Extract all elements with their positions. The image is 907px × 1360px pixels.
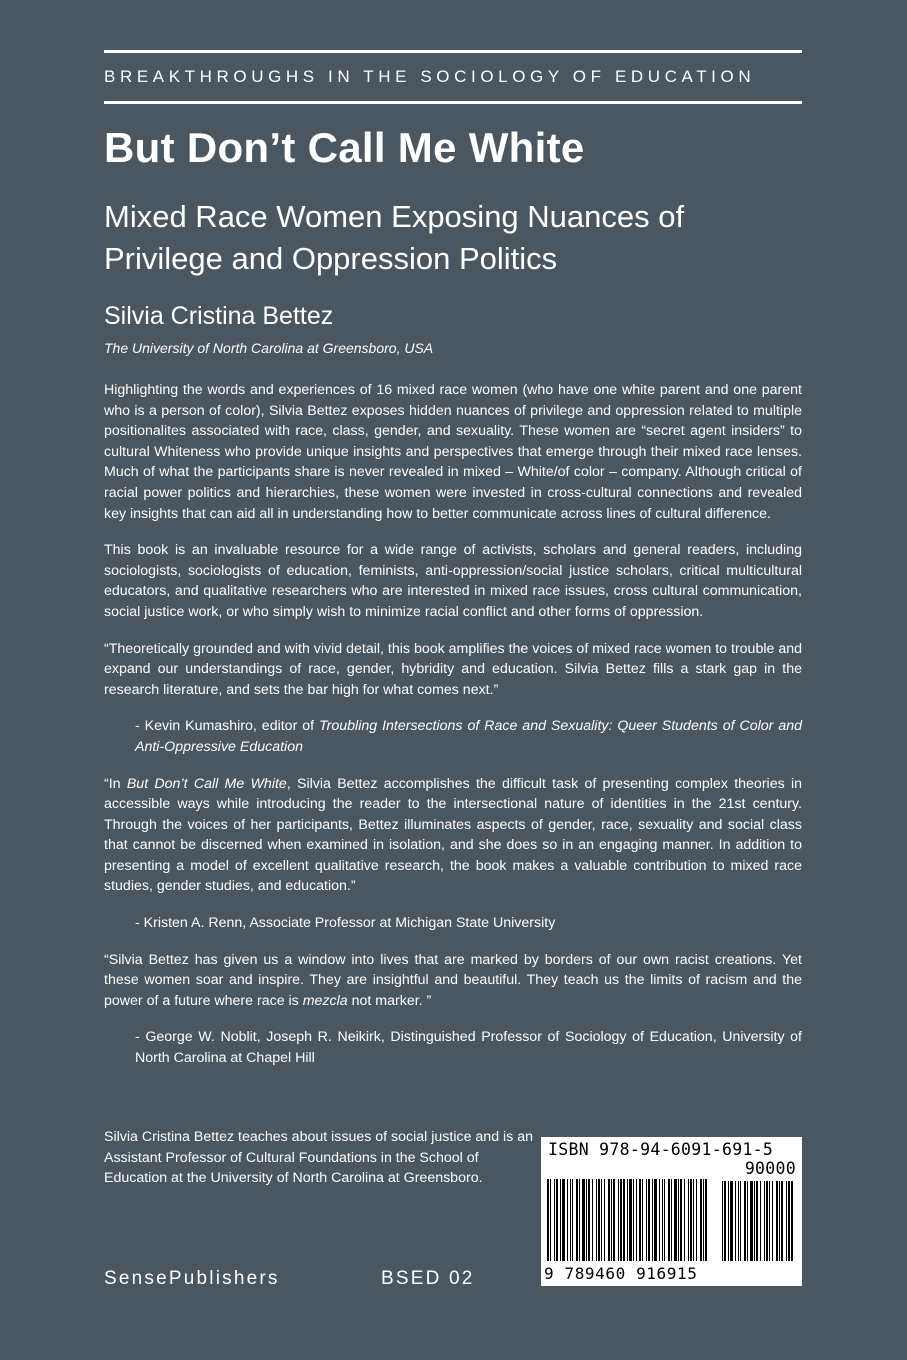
barcode-addon-bar (730, 1181, 733, 1261)
barcode-addon-bar (766, 1181, 768, 1261)
barcode-bar (556, 1179, 558, 1261)
review-quote (104, 950, 802, 1012)
barcode-addon-bar (735, 1181, 736, 1261)
barcode-addon-bar (776, 1181, 778, 1261)
barcode-bar (703, 1179, 704, 1261)
ean-digits: 9 789460 916915 (544, 1264, 698, 1283)
barcode-bar (664, 1179, 665, 1261)
barcode-addon-bar (750, 1181, 753, 1261)
attribution-text: - Kevin Kumashiro, editor of (135, 718, 320, 735)
barcode-addon-bar (724, 1181, 726, 1261)
author-affiliation: The University of North Carolina at Greensboro, USA (104, 340, 434, 356)
barcode-bar (620, 1179, 622, 1261)
review-attribution: - Kristen A. Renn, Associate Professor at Michigan State University (135, 915, 556, 932)
barcode-bar (671, 1179, 672, 1261)
barcode-addon-bar (786, 1181, 787, 1261)
barcode-addon-bar (744, 1181, 746, 1261)
book-subtitle: Mixed Race Women Exposing Nuances of Privilege and Oppression Politics (104, 199, 685, 276)
barcode-addon-bar (728, 1181, 729, 1261)
barcode-bar (690, 1179, 692, 1261)
review-attribution: - George W. Noblit, Joseph R. Neikirk, Distinguished Professor of Sociology of Education, University of North Carolina at Chapel Hill (135, 1029, 802, 1067)
barcode-bar (705, 1179, 707, 1261)
barcode-addon-bar (754, 1181, 755, 1261)
barcode-addon-bar (781, 1181, 783, 1261)
barcode-bar (648, 1179, 650, 1261)
barcode-addon-bar (756, 1181, 758, 1261)
barcode-bar (582, 1179, 585, 1261)
barcode-bar (570, 1179, 571, 1261)
review-quote (104, 774, 802, 898)
barcode-bar (629, 1179, 632, 1261)
barcode-bar (633, 1179, 634, 1261)
isbn-barcode (541, 1137, 802, 1286)
barcode-addon-bar (791, 1181, 793, 1261)
barcode-bar (588, 1179, 590, 1261)
barcode-bar (592, 1179, 593, 1261)
barcode-bar (627, 1179, 628, 1261)
description-paragraph: This book is an invaluable resource for a wide range of activists, scholars and general readers, including sociologists, sociologists of education, feminists, anti-oppression/social justice scholars, critical multicultural educators, and qualitative researchers who are interested in mixed race issues, cross cultural communication, social justice work, or who simply wish to minimize racial conflict and other forms of oppression. (104, 542, 802, 620)
barcode-bar (623, 1179, 625, 1261)
barcode-addon-bar (769, 1181, 770, 1261)
barcode-bar (601, 1179, 602, 1261)
barcode-bar (674, 1179, 677, 1261)
barcode-bar (642, 1179, 643, 1261)
author-name: Silvia Cristina Bettez (104, 302, 334, 330)
barcode-bar (579, 1179, 580, 1261)
barcode-bar (659, 1179, 660, 1261)
series-code: BSED 02 (381, 1268, 475, 1289)
back-cover-text (104, 380, 802, 1085)
price-addon-code: 90000 (744, 1159, 796, 1178)
barcode-addon-bar (788, 1181, 790, 1261)
review-attribution (104, 716, 802, 757)
quote-text: not marker. ” (347, 992, 432, 1009)
barcode-bar (654, 1179, 657, 1261)
barcode-bar (572, 1179, 573, 1261)
quote-text: “In (104, 775, 127, 792)
barcode-bar (639, 1179, 641, 1261)
barcode-bar (688, 1179, 689, 1261)
barcode-addon-bar (760, 1181, 761, 1261)
barcode-bar (560, 1179, 561, 1261)
barcode-bar (684, 1179, 685, 1261)
barcode-bar (652, 1179, 653, 1261)
barcode-bar (678, 1179, 679, 1261)
barcode-bar (547, 1179, 549, 1261)
publisher-logo: SensePublishers (104, 1268, 280, 1289)
attribution-work-title: Troubling Intersections of Race and Sexuality: Queer Students of Color and Anti-Oppressive Education (135, 718, 803, 755)
barcode-bar (567, 1179, 568, 1261)
series-rule (104, 101, 802, 104)
barcode-addon-bar (772, 1181, 773, 1261)
quote-italic-word: mezcla (302, 992, 348, 1009)
barcode-bar (646, 1179, 647, 1261)
barcode-addon-bar (779, 1181, 780, 1261)
barcode-bar (662, 1179, 663, 1261)
barcode-bar (554, 1179, 555, 1261)
barcode-bar (608, 1179, 610, 1261)
quote-book-title: But Don’t Call Me White (126, 775, 287, 792)
description-paragraph: Highlighting the words and experiences of 16 mixed race women (who have one white parent and one parent who is a person of color), Silvia Bettez exposes hidden nuances of privilege and oppression related to multiple positionalites associated with race, class, gender, and sexuality. These women are “secret agent insiders” to cultural Whiteness who provide unique insights and perspectives that emerge through their mixed race lenses. Much of what the participants share is never revealed in mixed – White/of color – company. Although critical of racial power politics and hierarchies, these women were invested in cross-cultural connections and revealed key insights that can aid all in understanding how to better communicate across lines of cultural difference. (104, 382, 802, 522)
book-title: But Don’t Call Me White (104, 124, 585, 171)
isbn-text: ISBN 978-94-6091-691-5 (548, 1140, 774, 1159)
review-quote: “Theoretically grounded and with vivid detail, this book amplifies the voices of mixed race women to trouble and expand our understandings of race, gender, hybridity and education. Silvia Bettez fills a stark gap in the research literature, and sets the bar high for what comes next.” (104, 640, 802, 698)
author-bio: Silvia Cristina Bettez teaches about issues of social justice and is an Assistant Professor of Cultural Foundations in the School of Education at the University of North Carolina at Greensboro. (104, 1129, 533, 1187)
barcode-addon-bar (722, 1181, 723, 1261)
barcode-bar (611, 1179, 612, 1261)
barcode-bar (562, 1179, 565, 1261)
barcode-bar (598, 1179, 600, 1261)
barcode-addon-bar (747, 1181, 748, 1261)
barcode-addon-bar (738, 1181, 739, 1261)
barcode-bar (680, 1179, 682, 1261)
barcode-bar (618, 1179, 619, 1261)
barcode-bar (696, 1179, 697, 1261)
barcode-addon-bar (764, 1181, 765, 1261)
barcode-bar (613, 1179, 615, 1261)
quote-text: , Silvia Bettez accomplishes the difficult task of presenting complex theories in accessible ways while introducing the reader to the intersectional nature of identities in the 21st century. Through the voices of her participants, Bettez illuminates aspects of gender, race, sexuality and social class that cannot be discerned when examined in isolation, and she does so in an engaging manner. In addition to presenting a model of excellent qualitative research, the book makes a valuable contribution to mixed race studies, gender studies, and education.” (104, 775, 802, 895)
quote-text: “Silvia Bettez has given us a window into lives that are marked by borders of our own racist creations. Yet these women soar and inspire. They are insightful and beautiful. They teach us the limits of racism and the power of a future where race is (104, 951, 802, 1009)
barcode-bar (550, 1179, 551, 1261)
barcode-bar (596, 1179, 597, 1261)
barcode-addon-bar (740, 1181, 741, 1261)
barcode-bar (604, 1179, 605, 1261)
barcode-bar (636, 1179, 637, 1261)
top-rule (104, 50, 802, 53)
barcode-bar (693, 1179, 694, 1261)
barcode-bar (668, 1179, 670, 1261)
series-name: BREAKTHROUGHS IN THE SOCIOLOGY OF EDUCATION (104, 67, 756, 86)
barcode-bar (586, 1179, 587, 1261)
barcode-bar (576, 1179, 578, 1261)
barcode-bar (700, 1179, 702, 1261)
